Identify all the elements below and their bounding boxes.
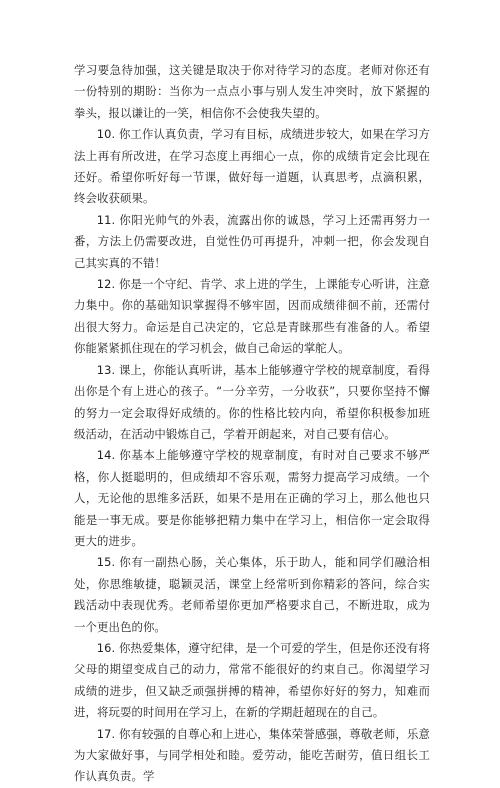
paragraph-15: 15. 你有一副热心肠，关心集体，乐于助人，能和同学们融洽相处，你思维敏捷，聪颖灵活，课堂上经常听到你精彩的答问，综合实践活动中表现优秀。老师希望你更加严格要求自己，不断进取，成为一个更出色的你。: [74, 555, 430, 634]
paragraph-intro: 学习要急待加强，这关键是取决于你对待学习的态度。老师对你还有一份特别的期盼：当你为一点点小事与别人发生冲突时，放下紧握的拳头，报以谦让的一笑，相信你不会使我失望的。: [74, 63, 430, 120]
paragraph-14: 14. 你基本上能够遵守学校的规章制度，有时对自己要求不够严格，你人挺聪明的，但成绩却不容乐观，需努力提高学习成绩。一个人，无论他的思维多活跃，如果不是用在正确的学习上，那么他也只能是一事无成。要是你能够把精力集中在学习上，相信你一定会取得更大的进步。: [74, 448, 430, 548]
paragraph-12: 12. 你是一个守纪、肯学、求上进的学生，上课能专心听讲，注意力集中。你的基础知识掌握得不够牢固，因而成绩徘徊不前，还需付出很大努力。命运是自己决定的，它总是青睐那些有准备的人。希望你能紧紧抓住现在的学习机会，做自己命运的掌舵人。: [74, 277, 430, 356]
paragraph-10: 10. 你工作认真负责，学习有目标，成绩进步较大，如果在学习方法上再有所改进，在学习态度上再细心一点，你的成绩肯定会比现在还好。希望你听好每一节课，做好每一道题，认真思考，点滴积累，终会收获硕果。: [74, 127, 430, 206]
paragraph-11: 11. 你阳光帅气的外表，流露出你的诚恳，学习上还需再努力一番，方法上仍需要改进，自觉性仍可再提升，冲刺一把，你会发现自己其实真的不错！: [74, 212, 430, 270]
paragraph-13: 13. 课上，你能认真听讲，基本上能够遵守学校的规章制度，看得出你是个有上进心的孩子。“一分辛劳，一分收获”，只要你坚持不懈的努力一定会取得好成绩的。你的性格比较内向，希望你积极参加班级活动，在活动中锻炼自己，学着开朗起来，对自己要有信心。: [74, 362, 430, 441]
paragraph-16: 16. 你热爱集体，遵守纪律，是一个可爱的学生，但是你还没有将父母的期望变成自己的动力，常常不能很好的约束自己。你渴望学习成绩的进步，但又缺乏顽强拼搏的精神，希望你好好的努力，知难而进，将玩耍的时间用在学习上，在新的学期赶超现在的自己。: [74, 640, 430, 720]
paragraph-17: 17. 你有较强的自尊心和上进心，集体荣誉感强，尊敬老师，乐意为大家做好事，与同学相处和睦。爱劳动，能吃苦耐劳，值日组长工作认真负责。学: [74, 726, 430, 784]
document-body: [74, 60, 430, 788]
